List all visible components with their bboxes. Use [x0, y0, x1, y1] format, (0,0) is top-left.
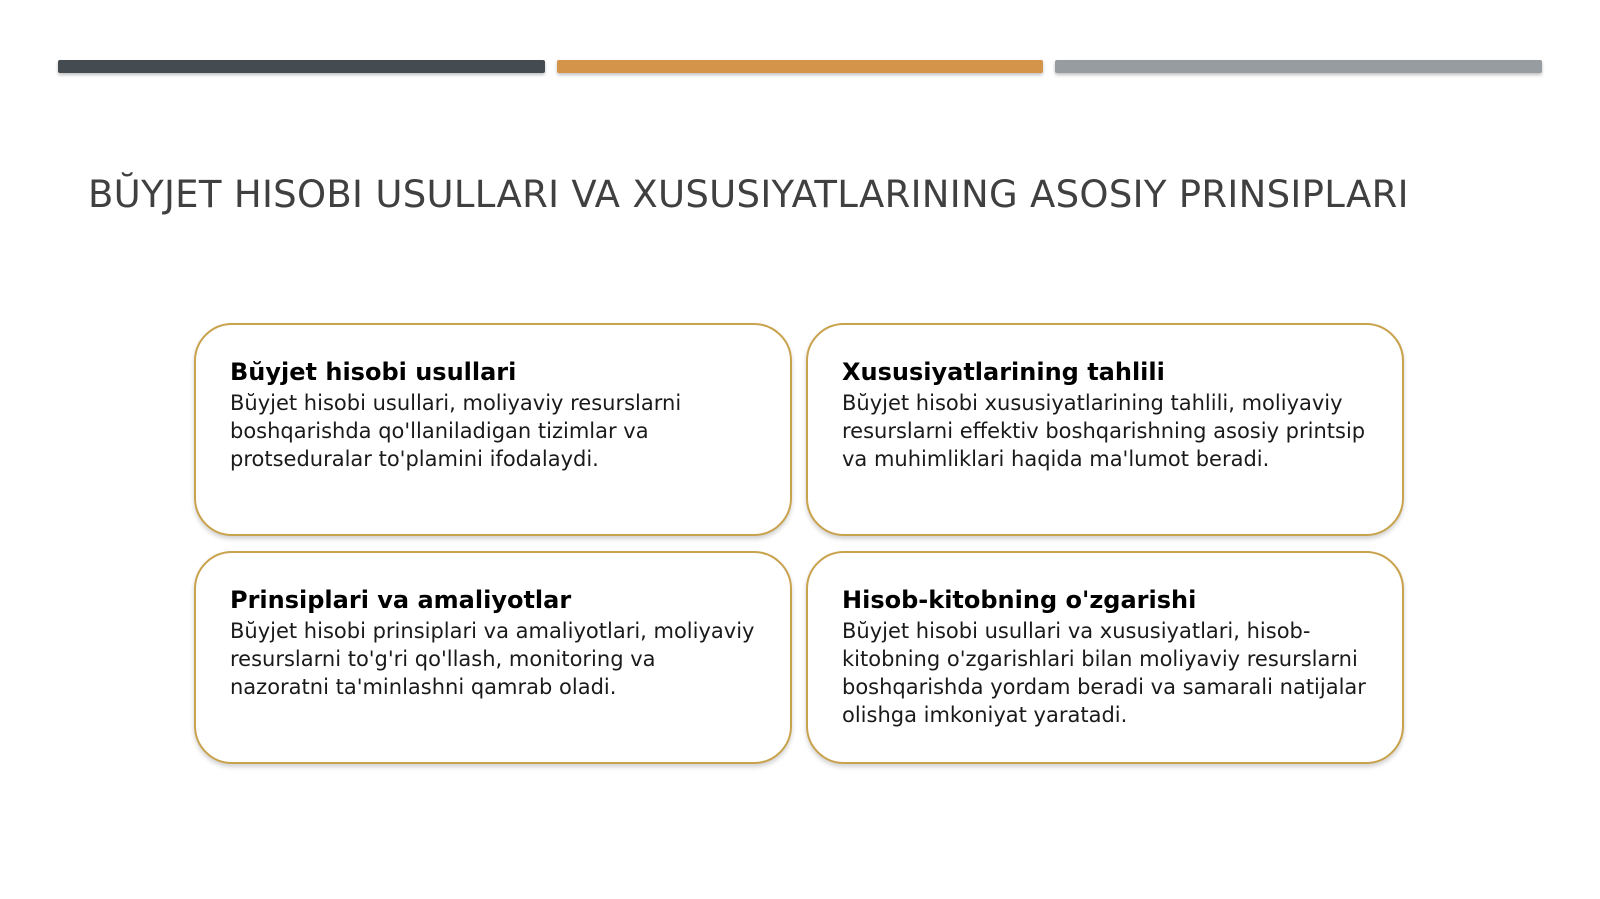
card-methods — [194, 323, 792, 536]
card-text: Bŭyjet hisobi prinsiplari va amaliyotlari, moliyaviy resurslarni to'g'ri qo'llash, monitoring va nazoratni ta'minlashni qamrab oladi. — [230, 619, 755, 699]
card-changes — [806, 551, 1404, 764]
accent-bar-dark — [58, 60, 545, 73]
card-heading: Xususiyatlarining tahlili — [842, 358, 1165, 386]
slide-title: BŬYJET HISOBI USULLARI VA XUSUSIYATLARINING ASOSIY PRINSIPLARI — [88, 173, 1409, 216]
card-heading: Hisob-kitobning o'zgarishi — [842, 586, 1197, 614]
card-text: Bŭyjet hisobi usullari va xususiyatlari, hisob-kitobning o'zgarishlari bilan moliyaviy resurslarni boshqarishda yordam beradi va samarali natijalar olishga imkoniyat yaratadi. — [842, 619, 1366, 727]
card-heading: Bŭyjet hisobi usullari — [230, 358, 517, 386]
card-principles — [194, 551, 792, 764]
card-text: Bŭyjet hisobi usullari, moliyaviy resurslarni boshqarishda qo'llaniladigan tizimlar va protseduralar to'plamini ifodalaydi. — [230, 391, 682, 471]
accent-bar-orange — [557, 60, 1043, 73]
card-heading: Prinsiplari va amaliyotlar — [230, 586, 572, 614]
card-analysis — [806, 323, 1404, 536]
card-text: Bŭyjet hisobi xususiyatlarining tahlili, moliyaviy resurslarni effektiv boshqarishning asosiy printsip va muhimliklari haqida ma'lumot beradi. — [842, 391, 1366, 471]
accent-bar-gray — [1055, 60, 1542, 73]
